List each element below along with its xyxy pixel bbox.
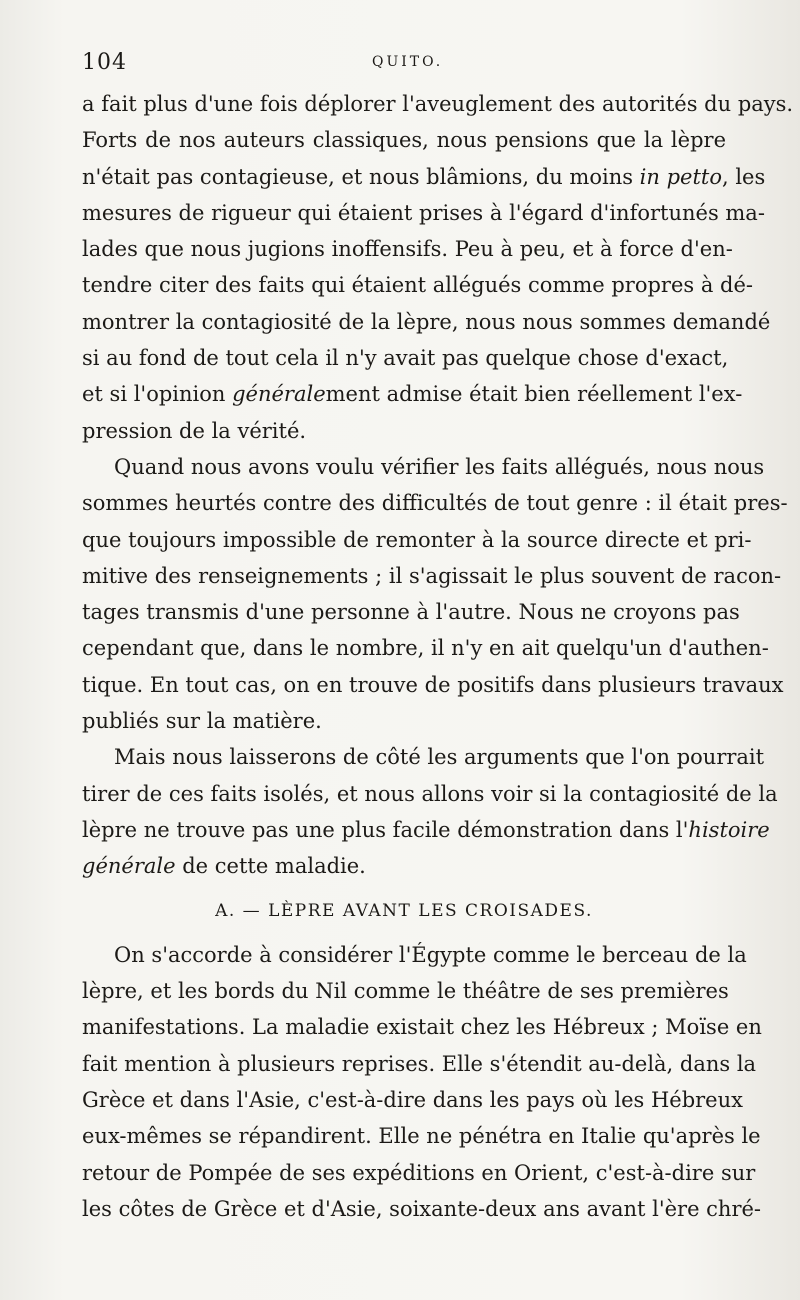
text-line: mesures de rigueur qui étaient prises à l'égard d'infortunés ma- <box>82 200 765 225</box>
paragraph <box>82 937 762 1227</box>
text-line: Grèce et dans l'Asie, c'est-à-dire dans les pays où les Hébreux <box>82 1088 743 1113</box>
text-line: lades que nous jugions inoffensifs. Peu à peu, et à force d'en- <box>82 237 733 262</box>
text-line: lèpre, et les bords du Nil comme le théâtre de ses premières <box>82 979 729 1004</box>
text-line: manifestations. La maladie existait chez les Hébreux ; Moïse en <box>82 1015 762 1040</box>
text-line: Mais nous laisserons de côté les arguments que l'on pourrait <box>114 745 765 770</box>
paragraph <box>82 86 794 449</box>
text-line: retour de Pompée de ses expéditions en Orient, c'est-à-dire sur <box>82 1160 756 1185</box>
text-line: montrer la contagiosité de la lèpre, nous nous sommes demandé <box>82 309 771 334</box>
text-line: cependant que, dans le nombre, il n'y en ait quelqu'un d'authen- <box>82 636 769 661</box>
text-line: pression de la vérité. <box>82 418 307 443</box>
text-line: sommes heurtés contre des difficultés de tout genre : il était pres- <box>82 491 788 516</box>
paragraph <box>82 739 778 884</box>
text-line: a fait plus d'une fois déplorer l'aveuglement des autorités du pays. <box>82 92 794 116</box>
text-line: publiés sur la matière. <box>82 709 322 734</box>
text-line: n'était pas contagieuse, et nous blâmions, du moins in petto, les <box>82 164 766 189</box>
text-line: les côtes de Grèce et d'Asie, soixante-deux ans avant l'ère chré- <box>82 1196 762 1221</box>
text-line: tages transmis d'une personne à l'autre. Nous ne croyons pas <box>82 600 740 625</box>
text-line: tendre citer des faits qui étaient allégués comme propres à dé- <box>82 273 753 298</box>
text-line: eux-mêmes se répandirent. Elle ne pénétra en Italie qu'après le <box>82 1124 761 1149</box>
paragraph <box>82 449 788 739</box>
text-line: tique. En tout cas, on en trouve de positifs dans plusieurs travaux <box>82 672 784 697</box>
text-line: Quand nous avons voulu vérifier les faits allégués, nous nous <box>114 454 765 479</box>
text-line: mitive des renseignements ; il s'agissait le plus souvent de racon- <box>82 563 782 588</box>
text-line: lèpre ne trouve pas une plus facile démonstration dans l'histoire <box>82 817 770 842</box>
text-line: générale de cette maladie. <box>82 854 366 879</box>
page-number: 104 <box>82 50 127 75</box>
page-header <box>82 50 730 80</box>
section-heading: A. — LÈPRE AVANT LES CROISADES. <box>215 900 593 921</box>
text-line: On s'accorde à considérer l'Égypte comme le berceau de la <box>114 942 747 967</box>
body-text <box>82 86 794 1227</box>
text-line: Forts de nos auteurs classiques, nous pensions que la lèpre <box>82 128 726 153</box>
running-head: QUITO. <box>372 54 444 70</box>
text-line: si au fond de tout cela il n'y avait pas quelque chose d'exact, <box>82 346 729 371</box>
text-line: et si l'opinion généralement admise était bien réellement l'ex- <box>82 382 743 407</box>
text-line: fait mention à plusieurs reprises. Elle s'étendit au-delà, dans la <box>82 1051 757 1076</box>
text-line: tirer de ces faits isolés, et nous allons voir si la contagiosité de la <box>82 781 778 806</box>
text-line: que toujours impossible de remonter à la source directe et pri- <box>82 527 752 552</box>
